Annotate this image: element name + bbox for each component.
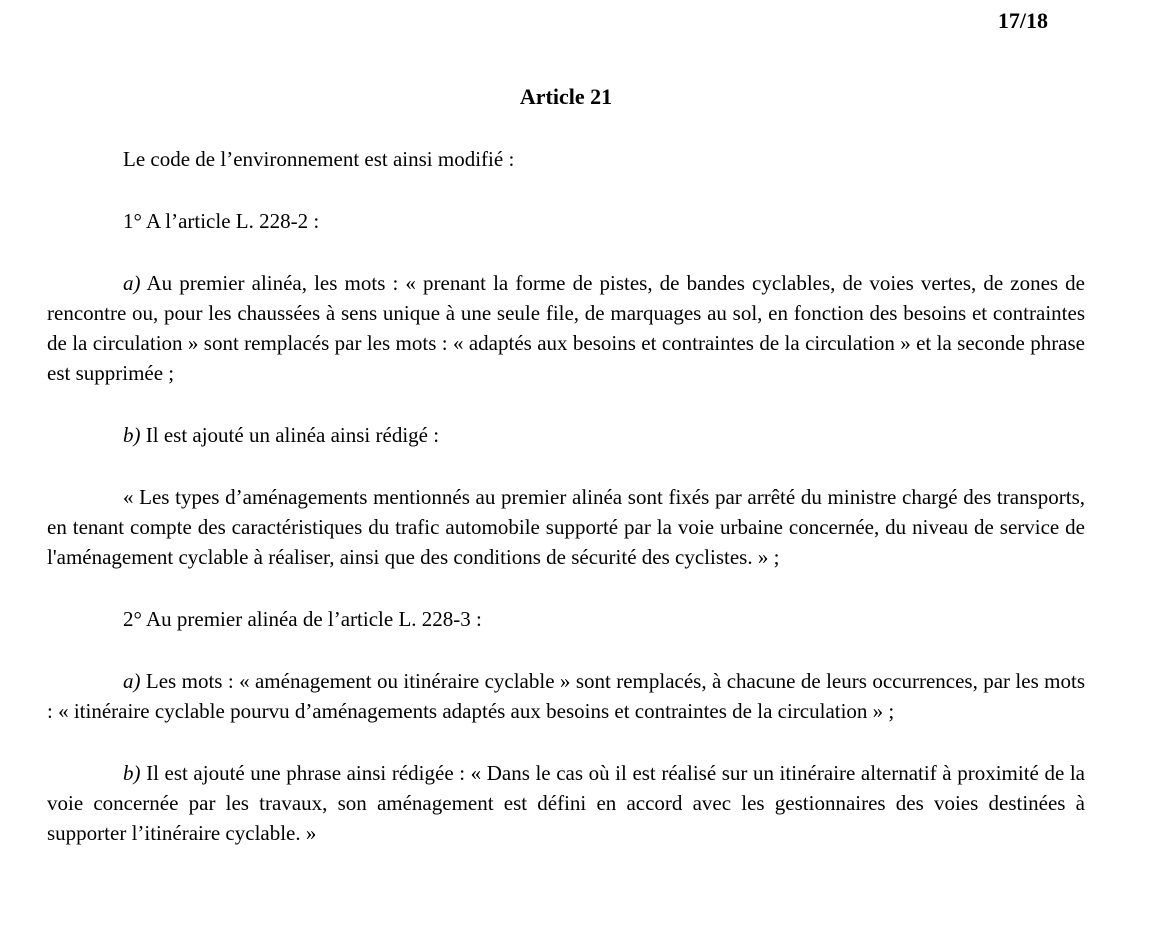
paragraph bbox=[47, 604, 1085, 634]
paragraph bbox=[47, 758, 1085, 848]
paragraph-lead: b) bbox=[123, 761, 141, 785]
paragraph-text: Le code de l’environnement est ainsi modifié : bbox=[123, 147, 515, 171]
paragraph-text: Il est ajouté une phrase ainsi rédigée : « Dans le cas où il est réalisé sur un itinéraire alternatif à proximité de la voie concernée par les travaux, son aménagement est défini en accord avec les gestionnaires des voies destinées à supporter l’itinéraire cyclable. » bbox=[47, 761, 1085, 845]
paragraph bbox=[47, 144, 1085, 174]
paragraph-lead: a) bbox=[123, 669, 141, 693]
paragraph-text: Il est ajouté un alinéa ainsi rédigé : bbox=[145, 423, 440, 447]
paragraph-text: 1° A l’article L. 228-2 : bbox=[123, 209, 320, 233]
page-number: 17/18 bbox=[997, 8, 1048, 33]
paragraph bbox=[47, 482, 1085, 572]
paragraph bbox=[47, 268, 1085, 388]
paragraph-text: 2° Au premier alinéa de l’article L. 228-3 : bbox=[123, 607, 482, 631]
paragraph-lead: b) bbox=[123, 423, 141, 447]
paragraph-text: Les mots : « aménagement ou itinéraire cyclable » sont remplacés, à chacune de leurs occurrences, par les mots : « itinéraire cyclable pourvu d’aménagements adaptés aux besoins et contraintes de la circulation » ; bbox=[47, 669, 1085, 723]
article-body bbox=[47, 144, 1085, 848]
paragraph bbox=[47, 666, 1085, 726]
paragraph bbox=[47, 420, 1085, 450]
paragraph-text: Au premier alinéa, les mots : « prenant la forme de pistes, de bandes cyclables, de voies vertes, de zones de rencontre ou, pour les chaussées à sens unique à une seule file, de marquages au sol, en fonction des besoins et contraintes de la circulation » sont remplacés par les mots : « adaptés aux besoins et contraintes de la circulation » et la seconde phrase est supprimée ; bbox=[47, 271, 1086, 385]
paragraph-lead: a) bbox=[123, 271, 141, 295]
article-title: Article 21 bbox=[519, 84, 613, 109]
paragraph-text: « Les types d’aménagements mentionnés au premier alinéa sont fixés par arrêté du ministre chargé des transports, en tenant compte des caractéristiques du trafic automobile supporté par la voie urbaine concernée, du niveau de service de l'aménagement cyclable à réaliser, ainsi que des conditions de sécurité des cyclistes. » ; bbox=[47, 485, 1085, 569]
paragraph bbox=[47, 206, 1085, 236]
